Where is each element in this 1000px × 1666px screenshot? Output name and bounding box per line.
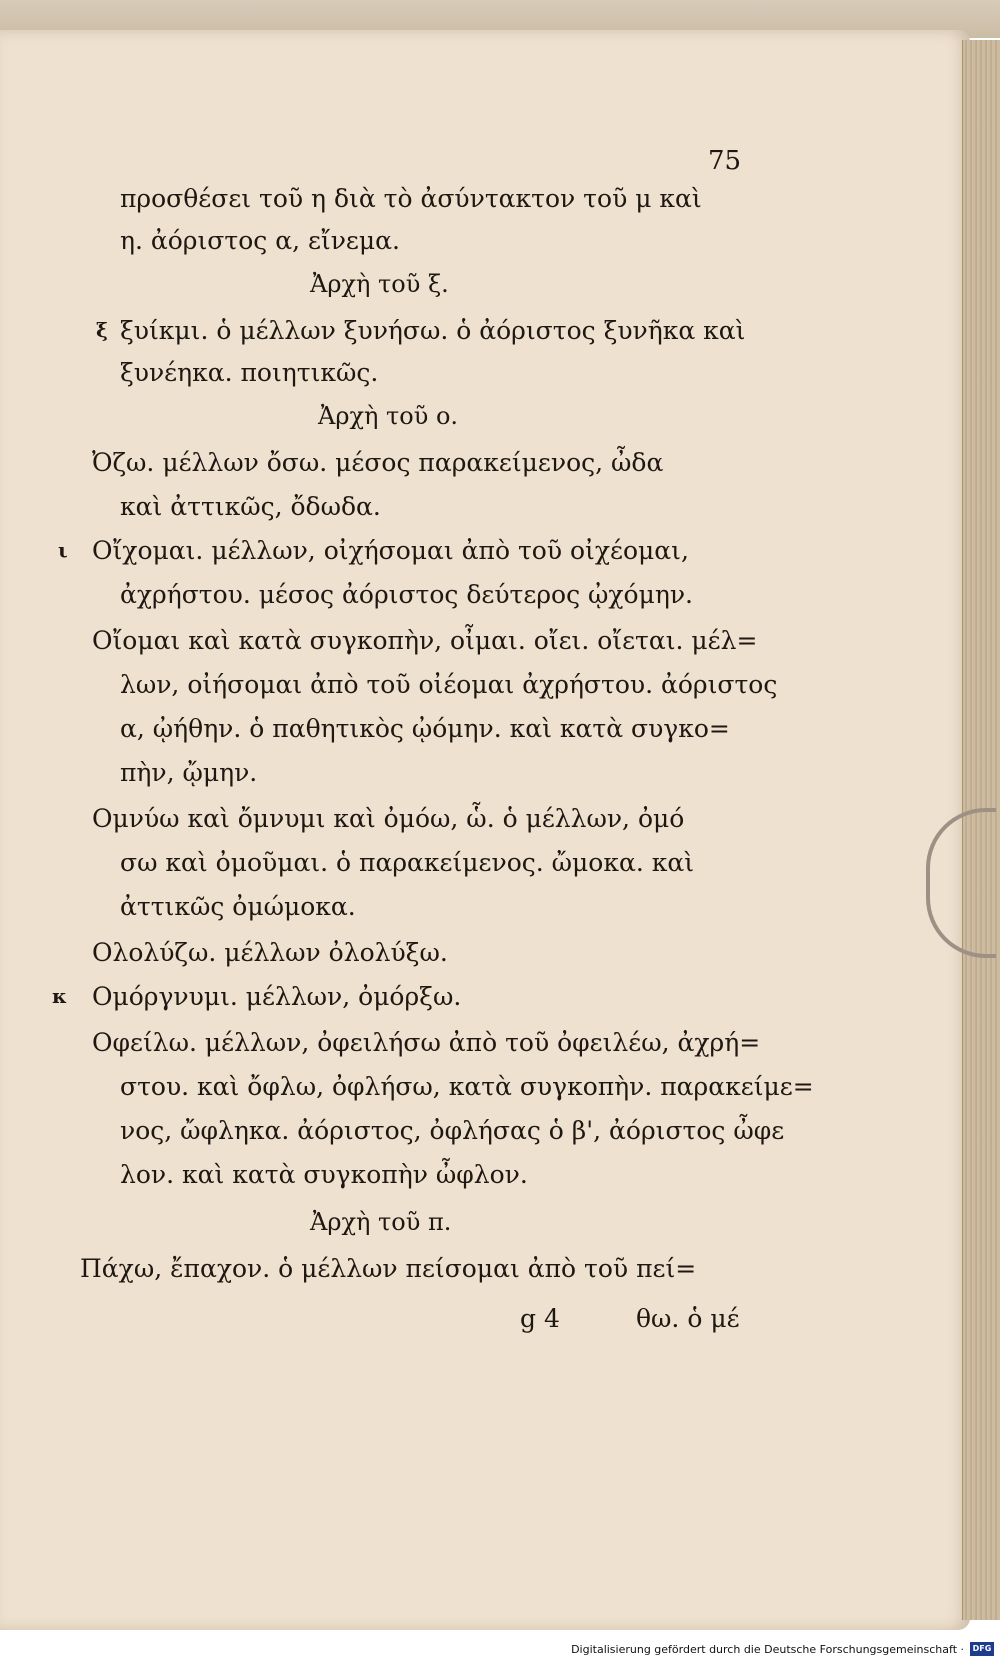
- signature-mark: g 4: [520, 1304, 560, 1333]
- text-line: ἀττικῶς ὀμώμοκα.: [120, 892, 356, 921]
- text-line: η. ἀόριστος α, εἴνεμα.: [120, 226, 400, 255]
- margin-mark: κ: [52, 984, 67, 1008]
- text-line: ξυίκμι. ὁ μέλλων ξυνήσω. ὁ ἀόριστος ξυνῆκα καὶ: [120, 316, 746, 345]
- text-line: νος, ὤφληκα. ἀόριστος, ὀφλήσας ὁ β', ἀόριστος ὦφε: [120, 1116, 785, 1145]
- text-line: Ομόργνυμι. μέλλων, ὀμόρξω.: [92, 982, 462, 1011]
- text-line: λον. καὶ κατὰ συγκοπὴν ὦφλον.: [120, 1160, 528, 1189]
- text-line: λων, οἰήσομαι ἀπὸ τοῦ οἰέομαι ἀχρήστου. ἀόριστος: [120, 670, 778, 699]
- text-line: σω καὶ ὀμοῦμαι. ὁ παρακείμενος. ὤμοκα. καὶ: [120, 848, 695, 877]
- catchword: θω. ὁ μέ: [636, 1304, 740, 1333]
- text-line: Ομνύω καὶ ὄμνυμι καὶ ὀμόω, ὧ. ὁ μέλλων, ὀμό: [92, 804, 685, 833]
- section-heading: Ἀρχὴ τοῦ ο.: [318, 402, 459, 430]
- margin-mark: ξ: [96, 318, 108, 342]
- footer-bar: [0, 1640, 1000, 1666]
- text-line: Οἴχομαι. μέλλων, οἰχήσομαι ἀπὸ τοῦ οἰχέομαι,: [92, 536, 689, 565]
- text-line: πὴν, ᾤμην.: [120, 758, 258, 787]
- text-line: Οφείλω. μέλλων, ὀφειλήσω ἀπὸ τοῦ ὀφειλέω, ἀχρή=: [92, 1028, 761, 1057]
- text-line: Ὀζω. μέλλων ὄσω. μέσος παρακείμενος, ὦδα: [92, 448, 664, 477]
- section-heading: Ἀρχὴ τοῦ π.: [310, 1208, 452, 1236]
- text-line: ἀχρήστου. μέσος ἀόριστος δεύτερος ᾠχόμην.: [120, 580, 693, 609]
- page-number: 75: [708, 146, 742, 176]
- text-line: Οἴομαι καὶ κατὰ συγκοπὴν, οἶμαι. οἴει. οἴεται. μέλ=: [92, 626, 758, 655]
- margin-mark: ι: [58, 538, 68, 562]
- text-line: προσθέσει τοῦ η διὰ τὸ ἀσύντακτον τοῦ μ καὶ: [120, 184, 702, 213]
- section-heading: Ἀρχὴ τοῦ ξ.: [310, 270, 449, 298]
- text-line: καὶ ἀττικῶς, ὄδωδα.: [120, 492, 381, 521]
- text-line: στου. καὶ ὄφλω, ὀφλήσω, κατὰ συγκοπὴν. παρακείμε=: [120, 1072, 814, 1101]
- funding-credit: Digitalisierung gefördert durch die Deutsche Forschungsgemeinschaft ·: [571, 1643, 964, 1656]
- text-line: ξυνέηκα. ποιητικῶς.: [120, 358, 379, 387]
- text-line: Πάχω, ἔπαχον. ὁ μέλλων πείσομαι ἀπὸ τοῦ πεί=: [80, 1254, 697, 1283]
- dfg-logo: DFG: [970, 1642, 994, 1656]
- text-line: α, ᾠήθην. ὁ παθητικὸς ᾠόμην. καὶ κατὰ συγκο=: [120, 714, 730, 743]
- text-line: Ολολύζω. μέλλων ὀλολύξω.: [92, 938, 448, 967]
